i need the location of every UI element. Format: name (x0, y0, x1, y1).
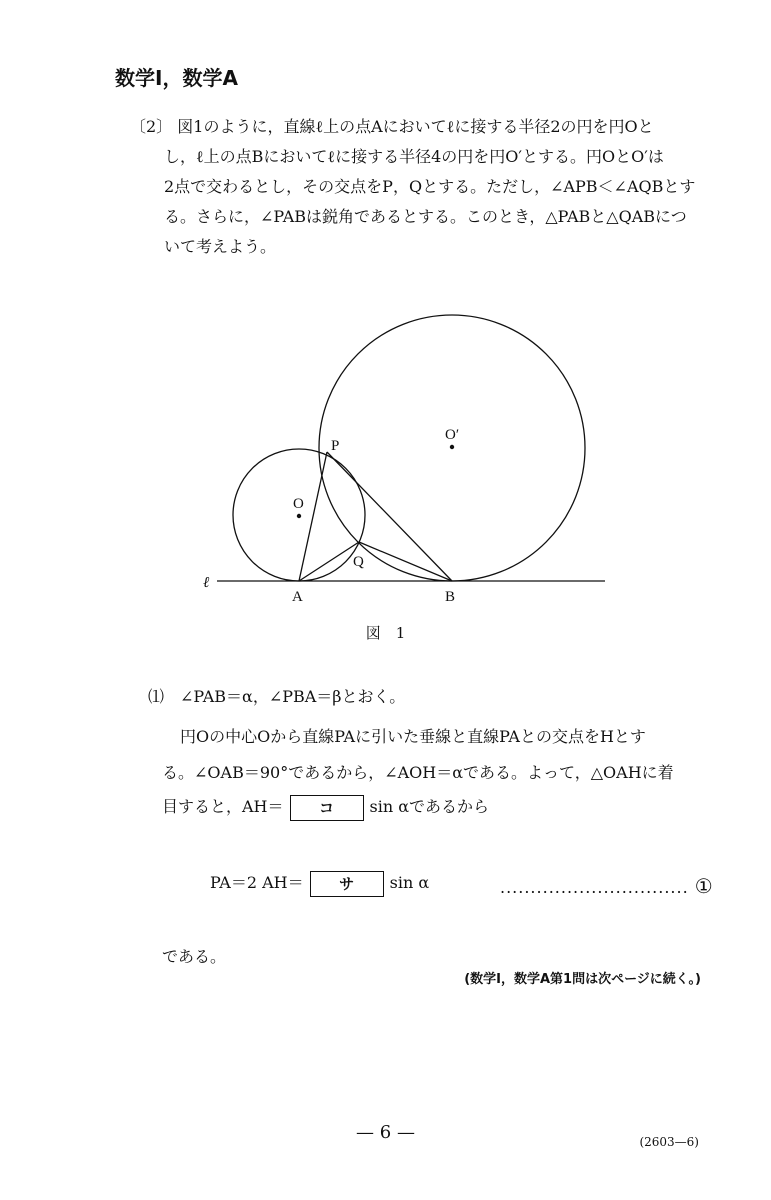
part1-line-3 (162, 794, 489, 821)
label-A: A (292, 589, 303, 605)
label-Q: Q (353, 554, 364, 570)
answer-box-sa[interactable]: サ (310, 871, 384, 897)
line-3-suffix: sin αであるから (369, 797, 490, 816)
part1-heading: ⑴ ∠PAB＝α，∠PBA＝βとおく。 (148, 687, 406, 706)
figure-caption: 図 1 (365, 624, 406, 642)
problem-text (130, 112, 695, 262)
segment-AQ (299, 542, 359, 581)
problem-line-5: いて考えよう。 (164, 237, 277, 256)
problem-line-1: 〔2〕 図1のように，直線ℓ上の点Aにおいてℓに接する半径2の円を円Oと (130, 117, 654, 136)
segment-QB (359, 542, 452, 581)
label-ell: ℓ (203, 575, 210, 591)
problem-line-2: し，ℓ上の点Bにおいてℓに接する半径4の円を円O′とする。円OとO′は (164, 147, 664, 166)
figure-1-diagram (195, 300, 615, 610)
label-B: B (445, 589, 456, 605)
page-code: (2603—6) (639, 1135, 699, 1149)
page-number: — 6 — (356, 1122, 415, 1143)
label-P: P (331, 438, 340, 454)
center-dot-O (297, 514, 301, 518)
equation-number (500, 874, 714, 898)
continued-note: (数学Ⅰ，数学A第1問は次ページに続く。) (464, 972, 701, 987)
part1-line-2: る。∠OAB＝90°であるから，∠AOH＝αである。よって，△OAHに着 (162, 763, 674, 782)
line-3-prefix: 目すると，AH＝ (162, 797, 284, 816)
equation-circled-1: ① (694, 874, 714, 898)
problem-line-4: る。さらに，∠PABは鋭角であるとする。このとき，△PABと△QABにつ (164, 207, 687, 226)
equation-prefix: PA＝2 AH＝ (210, 873, 304, 892)
equation-pa (210, 870, 429, 897)
segment-AP (299, 452, 327, 581)
center-dot-O-prime (450, 445, 454, 449)
problem-line-3: 2点で交わるとし，その交点をP，Qとする。ただし，∠APB＜∠AQBとす (164, 177, 696, 196)
label-O-prime: O′ (445, 427, 460, 443)
label-O: O (293, 496, 304, 512)
part1-end: である。 (162, 947, 227, 966)
equation-suffix: sin α (389, 873, 430, 892)
equation-dots: ............................... (500, 878, 689, 897)
page-title: 数学Ⅰ，数学A (115, 66, 238, 90)
answer-box-ko[interactable]: コ (290, 795, 364, 821)
part1-line-1: 円Oの中心Oから直線PAに引いた垂線と直線PAとの交点をHとす (180, 727, 646, 746)
